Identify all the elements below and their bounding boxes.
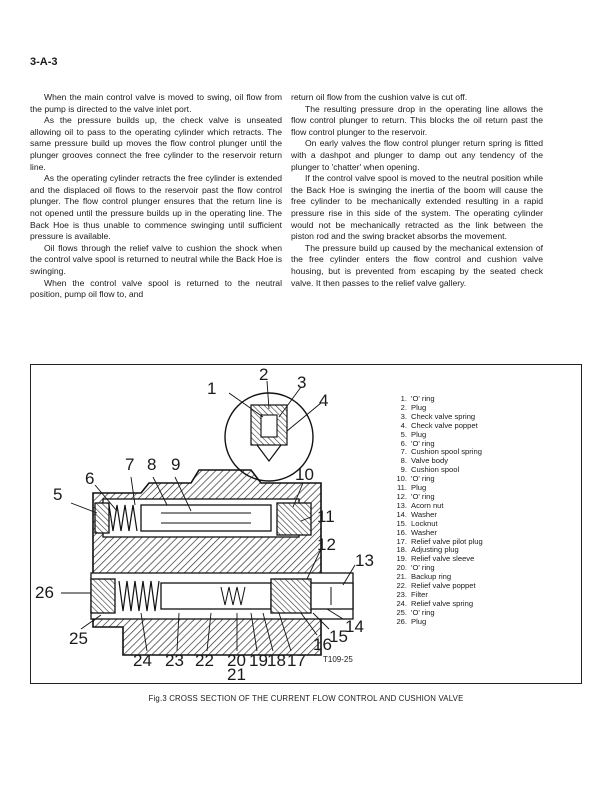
valve-cross-section-drawing bbox=[31, 365, 583, 685]
paragraph: Oil flows through the relief valve to cushion the shock when the control valve spool is returned to neutral while the Back Hoe is swinging. bbox=[30, 242, 282, 276]
callout-5: 5 bbox=[53, 485, 63, 504]
callout-23: 23 bbox=[165, 651, 184, 670]
callout-1: 1 bbox=[207, 379, 217, 398]
callout-16: 16 bbox=[313, 635, 332, 654]
callout-24: 24 bbox=[133, 651, 152, 670]
legend-item: 19. Relief valve sleeve bbox=[396, 554, 475, 564]
paragraph: As the operating cylinder retracts the free cylinder is extended and the displaced oil flows to the reservoir past the flow control plunger. The flow control plunger ensures that the return line is not opened until the pressure builds up in the operating line. The Back Hoe is thus unable to commence swinging until sufficient pressure is available. bbox=[30, 173, 282, 242]
paragraph: If the control valve spool is moved to the neutral position while the Back Hoe is swinging the inertia of the boom will cause the free cylinder to be mechanically extended resulting in a rapid pressure rise in this side of the system. The operating cylinder would not be mechanically retracted as the link between the piston rod and the swing bracket absorbs the movement. bbox=[291, 173, 543, 242]
legend-item: 23. Filter bbox=[396, 589, 428, 599]
callout-11: 11 bbox=[317, 507, 335, 526]
callout-6: 6 bbox=[85, 469, 95, 488]
legend-item: 15. Locknut bbox=[396, 518, 438, 528]
callout-17: 17 bbox=[287, 651, 306, 670]
legend-item: 18. Adjusting plug bbox=[396, 545, 459, 555]
legend-item: 7. Cushion spool spring bbox=[400, 447, 482, 457]
adjusting-plug bbox=[271, 579, 311, 613]
plug-left bbox=[95, 503, 109, 533]
legend-item: 25. 'O' ring bbox=[396, 607, 435, 617]
legend-item: 24. Relief valve spring bbox=[396, 598, 474, 608]
legend-item: 10. 'O' ring bbox=[396, 474, 435, 484]
legend-item: 2. Plug bbox=[400, 402, 427, 412]
drawing-code: T109-25 bbox=[323, 655, 353, 664]
callout-14: 14 bbox=[345, 617, 364, 636]
legend-item: 26. Plug bbox=[396, 616, 427, 626]
legend-item: 8. Valve body bbox=[400, 456, 449, 466]
left-text-column bbox=[30, 92, 282, 301]
paragraph: When the control valve spool is returned to the neutral position, pump oil flow to, and bbox=[30, 277, 282, 300]
paragraph: As the pressure builds up, the check valve is unseated allowing oil to pass to the operating cylinder which retracts. The same pressure build up moves the flow control plunger until the plunger grooves connect the free cylinder to the reservoir return line. bbox=[30, 115, 282, 172]
cross-section-figure bbox=[30, 364, 582, 684]
callout-19: 19 bbox=[249, 651, 268, 670]
callout-4: 4 bbox=[319, 391, 329, 410]
legend-item: 22. Relief valve poppet bbox=[396, 581, 476, 591]
legend-item: 4. Check valve poppet bbox=[400, 420, 478, 430]
relief-valve-sleeve bbox=[161, 583, 271, 609]
callout-22: 22 bbox=[195, 651, 214, 670]
legend-item: 1. 'O' ring bbox=[400, 394, 435, 403]
callout-2: 2 bbox=[259, 365, 269, 384]
legend-item: 5. Plug bbox=[400, 429, 427, 439]
paragraph: On early valves the flow control plunger return spring is fitted with a dashpot and plunger to damp out any tendency of the plunger to 'chatter' when opening. bbox=[291, 138, 543, 172]
legend-item: 6. 'O' ring bbox=[400, 438, 435, 448]
legend-item: 14. Washer bbox=[396, 509, 437, 519]
legend-item: 13. Acorn nut bbox=[396, 500, 444, 510]
page-number: 3-A-3 bbox=[30, 56, 58, 68]
legend-item: 20. 'O' ring bbox=[396, 563, 435, 573]
paragraph: The resulting pressure drop in the operating line allows the flow control plunger to return. This blocks the oil return past the flow control plunger to the reservoir. bbox=[291, 103, 543, 137]
right-text-column bbox=[291, 92, 543, 289]
callout-7: 7 bbox=[125, 455, 135, 474]
callout-9: 9 bbox=[171, 455, 181, 474]
legend-item: 12. 'O' ring bbox=[396, 491, 435, 501]
cushion-spool bbox=[141, 505, 271, 531]
valve-body bbox=[93, 470, 321, 655]
callout-13: 13 bbox=[355, 551, 374, 570]
callout-12: 12 bbox=[317, 535, 336, 554]
callout-25: 25 bbox=[69, 629, 88, 648]
callout-8: 8 bbox=[147, 455, 157, 474]
paragraph: The pressure build up caused by the mechanical extension of the free cylinder enters the flow control and cushion valve housing, but is prevented from escaping by the seated check valve. It then passes to the relief valve gallery. bbox=[291, 242, 543, 288]
legend-item: 11. Plug bbox=[397, 483, 427, 493]
callout-10: 10 bbox=[295, 465, 314, 484]
callout-18: 18 bbox=[267, 651, 286, 670]
paragraph: return oil flow from the cushion valve is cut off. bbox=[291, 92, 468, 102]
plug-26 bbox=[91, 579, 115, 613]
legend-item: 3. Check valve spring bbox=[400, 411, 476, 421]
legend-item: 9. Cushion spool bbox=[400, 465, 460, 475]
legend-item: 17. Relief valve pilot plug bbox=[396, 536, 483, 546]
legend-item: 21. Backup ring bbox=[396, 572, 452, 582]
callout-21: 21 bbox=[227, 665, 246, 684]
legend-item: 16. Washer bbox=[396, 527, 437, 537]
acorn-nut bbox=[311, 583, 353, 609]
callout-26: 26 bbox=[35, 583, 54, 602]
parts-legend bbox=[387, 395, 483, 627]
callout-15: 15 bbox=[329, 627, 348, 646]
check-valve-poppet bbox=[257, 445, 281, 461]
callout-20: 20 bbox=[227, 651, 246, 670]
figure-caption: Fig.3 CROSS SECTION OF THE CURRENT FLOW CONTROL AND CUSHION VALVE bbox=[148, 694, 464, 703]
paragraph: When the main control valve is moved to swing, oil flow from the pump is directed to the valve inlet port. bbox=[30, 92, 282, 114]
callout-3: 3 bbox=[297, 373, 307, 392]
